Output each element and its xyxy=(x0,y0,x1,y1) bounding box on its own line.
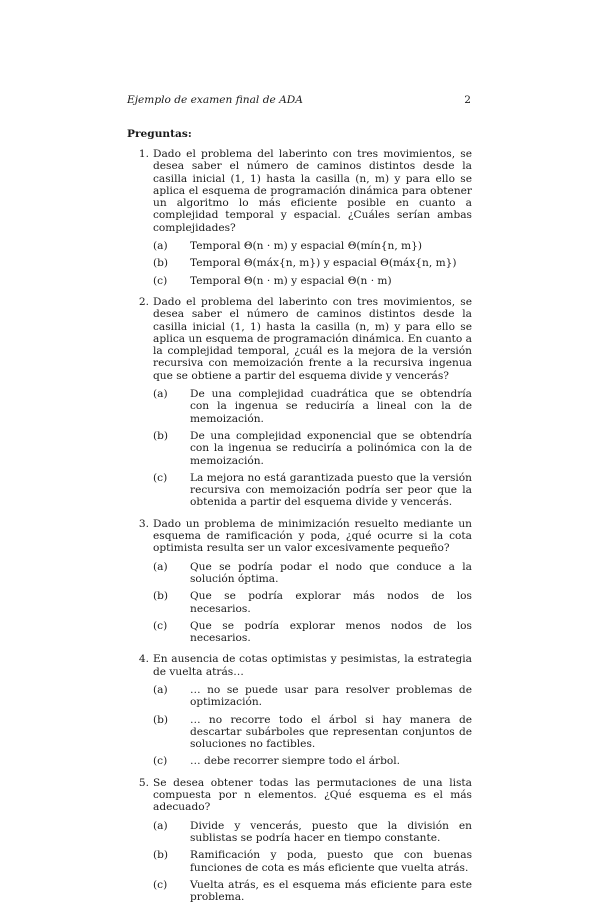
option-label: (b) xyxy=(153,257,169,270)
answer-option xyxy=(127,879,472,904)
option-text: Vuelta atrás, es el esquema más eficiente para este problema. xyxy=(190,878,472,904)
answer-option xyxy=(127,430,472,467)
answer-option xyxy=(127,590,472,615)
option-text: De una complejidad cuadrática que se obtendría con la ingenua se reduciría a lineal con la de memoización. xyxy=(190,388,472,425)
option-label: (b) xyxy=(153,429,169,442)
question-5 xyxy=(127,777,472,904)
answer-option xyxy=(127,561,472,586)
question-text: En ausencia de cotas optimistas y pesimistas, la estrategia de vuelta atrás… xyxy=(153,653,472,678)
question-text: Se desea obtener todas las permutaciones de una lista compuesta por n elementos. ¿Qué esquema es el más adecuado? xyxy=(153,776,472,814)
option-text: Temporal Θ(máx{n, m}) y espacial Θ(máx{n, m}) xyxy=(190,257,457,270)
option-label: (b) xyxy=(153,849,169,862)
question-4 xyxy=(127,653,472,767)
option-label: (a) xyxy=(153,388,168,401)
option-label: (c) xyxy=(153,878,168,891)
question-text: Dado el problema del laberinto con tres movimientos, se desea saber el número de caminos distintos desde la casilla inicial (1, 1) hasta la casilla (n, m) y para ello se aplica el esquema de programación dinámica para obtener un algoritmo lo más eficiente posible en cuanto a complejidad temporal y espacial. ¿Cuáles serían ambas complejidades? xyxy=(153,148,472,234)
option-text: Ramificación y poda, puesto que con buenas funciones de cota es más eficiente que vuelta atrás. xyxy=(190,849,472,874)
option-text: De una complejidad exponencial que se obtendría con la ingenua se reduciría a polinómica con la de memoización. xyxy=(190,429,472,467)
question-number: 2. xyxy=(138,295,149,308)
question-2 xyxy=(127,296,472,509)
option-label: (c) xyxy=(153,471,168,484)
option-text: Divide y vencerás, puesto que la división en sublistas se podría hacer en tiempo constante. xyxy=(190,819,472,844)
document-title: Ejemplo de examen final de ADA xyxy=(127,94,303,106)
question-3 xyxy=(127,518,472,645)
option-label: (a) xyxy=(153,819,168,832)
option-label: (c) xyxy=(153,274,168,287)
answer-option xyxy=(127,257,472,269)
answer-options xyxy=(127,240,472,287)
answer-options xyxy=(127,684,472,768)
option-text: Que se podría podar el nodo que conduce a la solución óptima. xyxy=(190,560,472,585)
answer-option xyxy=(127,820,472,845)
question-number: 5. xyxy=(138,776,149,789)
question-number: 4. xyxy=(138,653,149,666)
option-label: (a) xyxy=(153,683,168,696)
answer-option xyxy=(127,388,472,425)
answer-option xyxy=(127,684,472,709)
option-text: … no recorre todo el árbol si hay manera de descartar subárboles que representan conjuntos de soluciones no factibles. xyxy=(190,713,472,751)
page-number: 2 xyxy=(464,94,471,106)
option-text: Temporal Θ(n · m) y espacial Θ(n · m) xyxy=(190,274,392,287)
option-label: (b) xyxy=(153,713,169,726)
answer-option xyxy=(127,472,472,509)
answer-option xyxy=(127,714,472,751)
question-number: 3. xyxy=(138,517,149,530)
option-text: Temporal Θ(n · m) y espacial Θ(mín{n, m}) xyxy=(190,240,422,253)
answer-options xyxy=(127,820,472,904)
question-text: Dado un problema de minimización resuelto mediante un esquema de ramificación y poda, ¿qué ocurre si la cota optimista resulta ser un valor excesivamente pequeño? xyxy=(153,517,472,555)
option-text: … debe recorrer siempre todo el árbol. xyxy=(190,755,401,768)
answer-option xyxy=(127,275,472,287)
option-text: La mejora no está garantizada puesto que la versión recursiva con memoización podría ser peor que la obtenida a partir del esquema divide y vencerás. xyxy=(190,471,472,509)
option-text: Que se podría explorar más nodos de los necesarios. xyxy=(190,590,472,615)
option-text: Que se podría explorar menos nodos de los necesarios. xyxy=(190,619,472,645)
option-label: (a) xyxy=(153,560,168,573)
option-label: (b) xyxy=(153,590,169,603)
questions-list xyxy=(127,148,472,912)
page-header xyxy=(127,94,471,106)
answer-options xyxy=(127,388,472,509)
answer-options xyxy=(127,561,472,645)
answer-option xyxy=(127,849,472,874)
answer-option xyxy=(127,755,472,767)
option-label: (c) xyxy=(153,755,168,768)
answer-option xyxy=(127,240,472,252)
question-1 xyxy=(127,148,472,287)
section-title: Preguntas: xyxy=(127,128,192,140)
option-text: … no se puede usar para resolver problemas de optimización. xyxy=(190,683,472,709)
question-number: 1. xyxy=(138,148,149,160)
option-label: (a) xyxy=(153,240,168,253)
answer-option xyxy=(127,620,472,645)
question-text: Dado el problema del laberinto con tres movimientos, se desea saber el número de caminos distintos desde la casilla inicial (1, 1) hasta la casilla (n, m) y para ello se aplica un esquema de programación dinámica. En cuanto a la complejidad temporal, ¿cuál es la mejora de la versión recursiva con memoización frente a la recursiva ingenua que se obtiene a partir del esquema divide y vencerás? xyxy=(153,295,472,382)
option-label: (c) xyxy=(153,619,168,632)
